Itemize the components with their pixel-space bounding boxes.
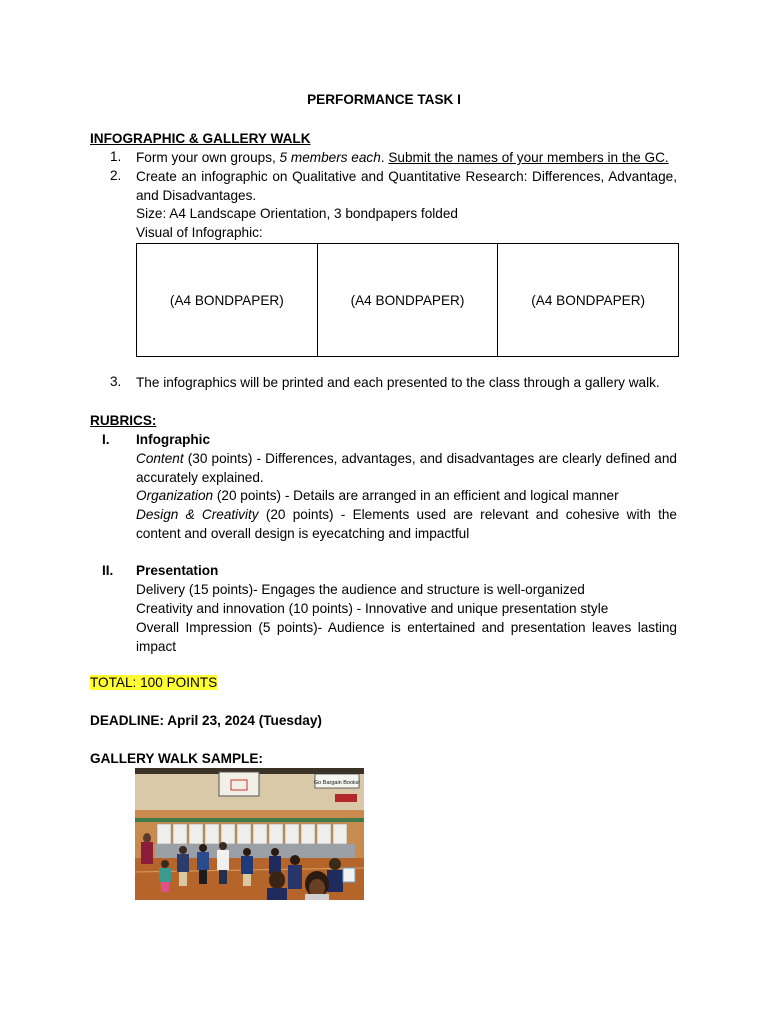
criterion-organization <box>136 487 677 506</box>
item1-italic: 5 members each <box>279 150 381 165</box>
presentation-impression: Overall Impression (5 points)- Audience is entertained and presentation leaves lasting impact <box>136 620 677 654</box>
bondpaper-cell-3: (A4 BONDPAPER) <box>498 244 679 357</box>
bondpaper-cell-1: (A4 BONDPAPER) <box>137 244 318 357</box>
section-heading-infographic: INFOGRAPHIC & GALLERY WALK <box>90 131 311 146</box>
criterion-organization-name: Organization <box>136 488 214 503</box>
list-number-1: 1. <box>110 149 122 164</box>
roman-numeral-1: I. <box>102 432 110 447</box>
page-title: PERFORMANCE TASK I <box>307 92 461 107</box>
total-points-text: TOTAL: 100 POINTS <box>90 675 218 690</box>
list-item-3: The infographics will be printed and each presented to the class through a gallery walk. <box>136 375 660 390</box>
list-number-2: 2. <box>110 168 122 183</box>
criterion-organization-desc: (20 points) - Details are arranged in an efficient and logical manner <box>213 488 619 503</box>
criterion-content-desc: (30 points) - Differences, advantages, and disadvantages are clearly defined and accurately explained. <box>136 451 677 485</box>
item1-prefix: Form your own groups, <box>136 150 280 165</box>
visual-line: Visual of Infographic: <box>136 225 263 240</box>
item1-mid: . <box>380 150 389 165</box>
photo-sign-text: Go Bargain Books! <box>313 780 361 786</box>
rubric-infographic-title: Infographic <box>136 432 211 447</box>
rubric-presentation-title: Presentation <box>136 563 219 578</box>
list-item-2: Create an infographic on Qualitative and Quantitative Research: Differences, Advantage, and Disadvantages. <box>136 169 677 203</box>
size-line: Size: A4 Landscape Orientation, 3 bondpapers folded <box>136 206 458 221</box>
criterion-content-name: Content <box>136 451 184 466</box>
criterion-design-name: Design & Creativity <box>136 507 259 522</box>
criterion-design <box>136 506 677 544</box>
roman-numeral-2: II. <box>102 563 114 578</box>
gallery-walk-photo <box>135 768 364 900</box>
deadline: DEADLINE: April 23, 2024 (Tuesday) <box>90 713 322 728</box>
infographic-layout-table <box>136 243 679 357</box>
total-points <box>90 674 217 693</box>
criterion-design-desc: (20 points) - Elements used are relevant and cohesive with the content and overall design is eyecatching and impactful <box>136 507 677 541</box>
rubrics-heading: RUBRICS: <box>90 413 157 428</box>
list-item-1 <box>136 149 677 168</box>
presentation-creativity: Creativity and innovation (10 points) - Innovative and unique presentation style <box>136 601 609 616</box>
bondpaper-cell-2: (A4 BONDPAPER) <box>317 244 498 357</box>
criterion-content <box>136 450 677 488</box>
gallery-walk-heading: GALLERY WALK SAMPLE: <box>90 751 263 766</box>
list-number-3: 3. <box>110 374 122 389</box>
presentation-delivery: Delivery (15 points)- Engages the audience and structure is well-organized <box>136 582 585 597</box>
item1-underlined: Submit the names of your members in the GC. <box>388 150 669 165</box>
